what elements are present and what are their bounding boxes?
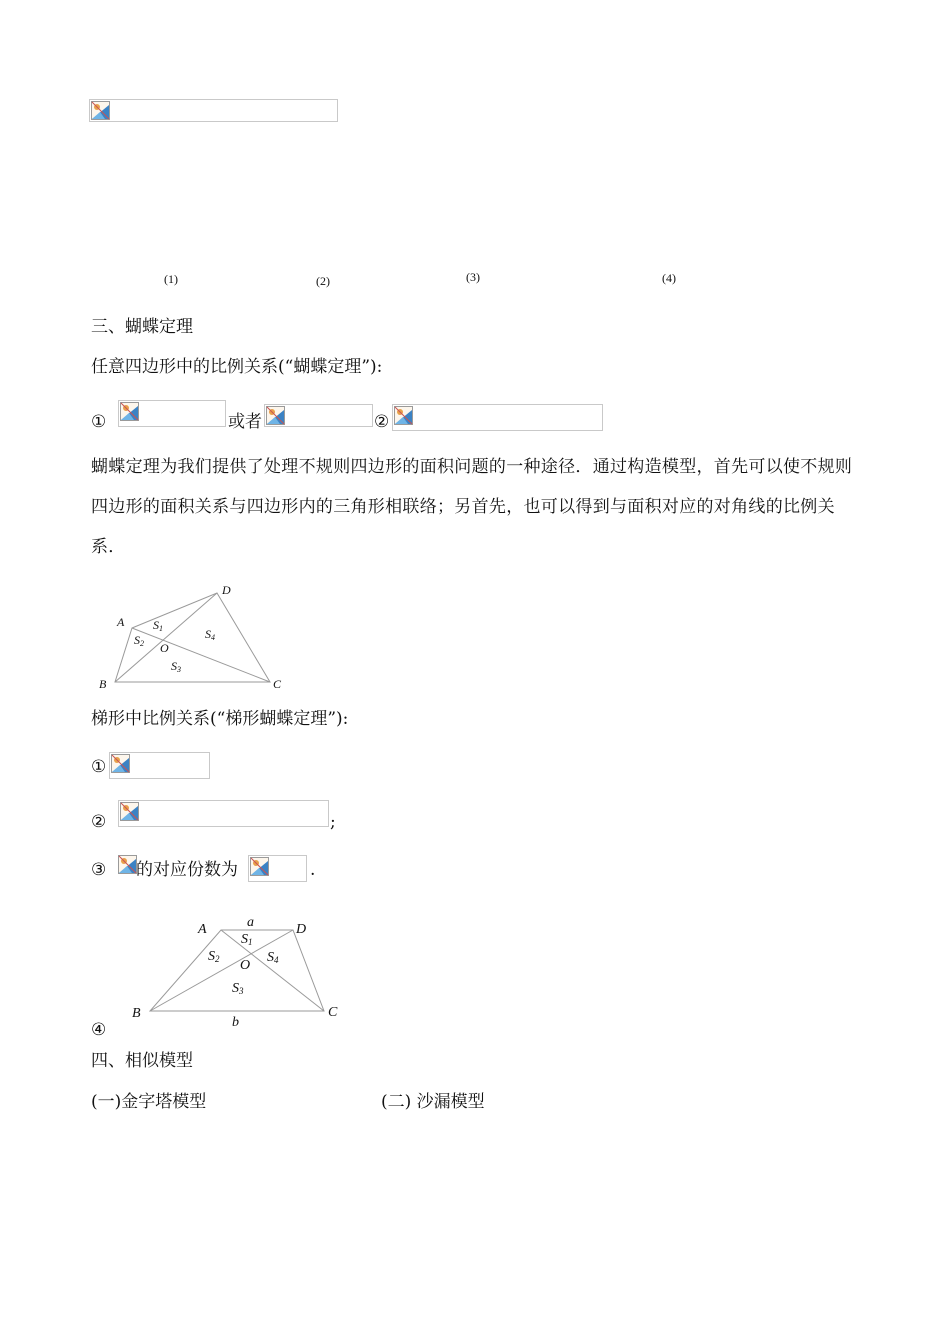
broken-image-icon [118, 855, 137, 874]
point-a-label: A [198, 922, 207, 937]
broken-image-icon [394, 406, 413, 425]
point-o-label: O [160, 641, 169, 655]
connector-or: 或者 [228, 412, 262, 432]
butterfly-paragraph: 蝴蝶定理为我们提供了处理不规则四边形的面积问题的一种途径．通过构造模型，首先可以使不规则四边形的面积关系与四边形内的三角形相联络；另首先，也可以得到与面积对应的对角线的比例关系． [91, 457, 853, 557]
quadrilateral-figure [95, 580, 295, 695]
trapezoid-figure [128, 912, 348, 1030]
caption-2: (2) [316, 274, 330, 288]
point-b-label: B [132, 1006, 141, 1021]
subsection-hourglass: (二) 沙漏模型 [381, 1092, 485, 1112]
point-o-label: O [240, 958, 251, 973]
region-s3-label: S3 [171, 659, 181, 674]
formula-image-trap-2 [118, 800, 329, 827]
item-num-1: ① [91, 412, 107, 432]
formula-image-trap-3a [118, 854, 136, 876]
trap-item-1-num: ① [91, 757, 107, 777]
broken-image-icon [111, 754, 130, 773]
formula-image-1a [118, 400, 226, 427]
broken-image-icon [120, 802, 139, 821]
trap-item-4-num: ④ [91, 1020, 107, 1040]
formula-image-1b [264, 404, 373, 427]
subsection-pyramid: (一)金字塔模型 [91, 1092, 207, 1112]
side-b-label: b [232, 1015, 239, 1030]
trap-item-3-text: 的对应份数为 [136, 860, 238, 880]
diagonal-bd [150, 930, 293, 1011]
section-3-title: 三、蝴蝶定理 [91, 317, 193, 337]
broken-image-icon [250, 857, 269, 876]
caption-4: (4) [662, 271, 676, 285]
diagonal-ac [132, 628, 270, 682]
formula-image-2 [392, 404, 603, 431]
caption-3: (3) [466, 270, 480, 284]
region-s2-label: S2 [208, 949, 220, 964]
broken-image-icon [120, 402, 139, 421]
trap-item-3-num: ③ [91, 860, 107, 880]
trap-item-2-num: ② [91, 812, 107, 832]
trapezoid-intro: 梯形中比例关系(“梯形蝴蝶定理”): [91, 709, 349, 729]
region-s1-label: S1 [241, 932, 253, 947]
trap-item-2-tail: ; [330, 812, 336, 832]
quad-intro: 任意四边形中的比例关系(“蝴蝶定理”): [91, 357, 383, 377]
point-a-label: A [117, 615, 125, 629]
point-c-label: C [328, 1005, 338, 1020]
broken-image-icon [91, 101, 110, 120]
region-s1-label: S1 [153, 618, 163, 633]
diagonal-bd [115, 593, 217, 682]
region-s4-label: S4 [267, 950, 279, 965]
caption-1: (1) [164, 272, 178, 286]
region-s2-label: S2 [134, 633, 144, 648]
broken-image-icon [266, 406, 285, 425]
formula-image-trap-1 [109, 752, 210, 779]
trap-item-3-tail: . [310, 860, 316, 880]
point-b-label: B [99, 677, 107, 691]
region-s4-label: S4 [205, 627, 215, 642]
region-s3-label: S3 [232, 981, 244, 996]
item-num-2: ② [374, 412, 390, 432]
point-d-label: D [222, 583, 231, 597]
section-4-title: 四、相似模型 [91, 1051, 193, 1071]
side-a-label: a [247, 915, 254, 930]
formula-image-trap-3b [248, 855, 307, 882]
point-d-label: D [296, 922, 307, 937]
formula-image-top [89, 99, 338, 122]
point-c-label: C [273, 677, 282, 691]
